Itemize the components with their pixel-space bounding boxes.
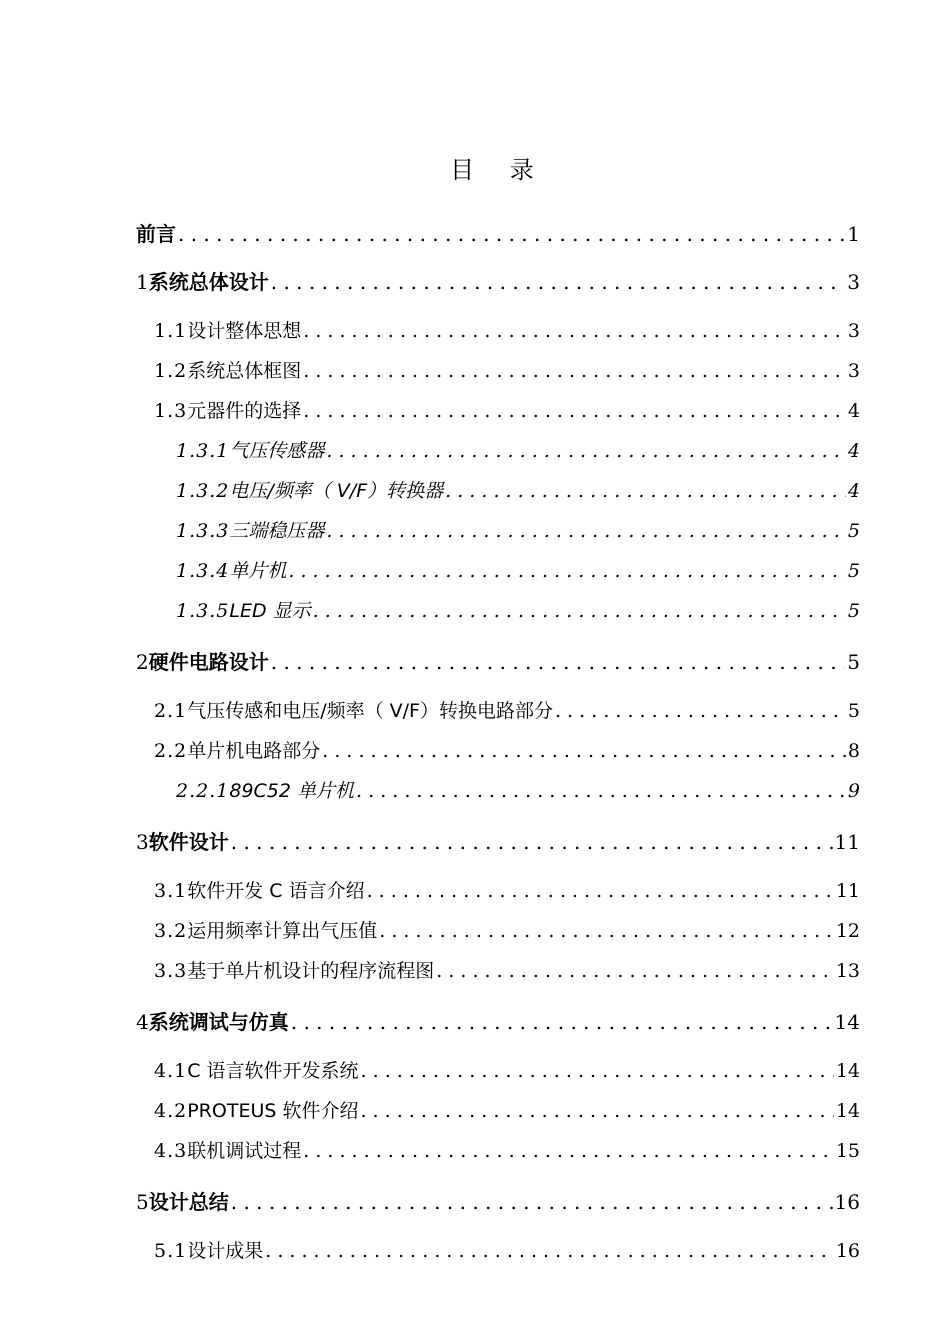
toc-entry-number: 1.3.5: [176, 600, 230, 622]
toc-entry-section-4-2[interactable]: [154, 1096, 860, 1123]
toc-entry-number: 5: [136, 1190, 149, 1214]
toc-page-number: 8: [847, 740, 860, 762]
toc-leader-dots: [178, 222, 845, 246]
toc-page-number: 14: [834, 1010, 860, 1034]
toc-entry-number: 3.3: [154, 960, 188, 982]
toc-leader-dots: [231, 830, 833, 854]
toc-leader-dots: [555, 700, 846, 722]
toc-leader-dots: [326, 520, 846, 542]
toc-entry-section-5-1[interactable]: [154, 1236, 860, 1263]
toc-entry-number: 4.3: [154, 1140, 188, 1162]
toc-entry-preface[interactable]: [136, 218, 860, 247]
toc-page-number: 11: [834, 830, 860, 854]
toc-page-number: 4: [847, 440, 860, 462]
toc-entry-text: 系统总体设计: [148, 270, 269, 294]
toc-page-number: 1: [847, 222, 860, 246]
toc-entry-text: 软件开发 C 语言介绍: [187, 880, 365, 902]
toc-page-number: 4: [847, 480, 860, 502]
toc-leader-dots: [436, 960, 834, 982]
toc-leader-dots: [303, 400, 846, 422]
toc-entry-text: 单片机: [229, 560, 287, 582]
toc-page-number: 5: [847, 520, 860, 542]
toc-page-number: 3: [847, 270, 860, 294]
toc-entry-section-3-2[interactable]: [154, 916, 860, 943]
toc-entry-text: 元器件的选择: [187, 400, 302, 422]
toc-page-number: 14: [835, 1060, 860, 1082]
toc-entry-section-2-1[interactable]: [154, 696, 860, 723]
toc-leader-dots: [271, 650, 846, 674]
toc-leader-dots: [322, 740, 846, 762]
toc-entry-number: 2.1: [154, 700, 188, 722]
toc-entry-section-2-2[interactable]: [154, 736, 860, 763]
toc-leader-dots: [445, 480, 846, 502]
toc-entry-section-3-1[interactable]: [154, 876, 860, 903]
toc-leader-dots: [271, 270, 846, 294]
toc-entry-number: 2.2.1: [176, 780, 230, 802]
toc-entry-number: 1: [136, 270, 149, 294]
toc-page-number: 3: [847, 320, 860, 342]
toc-page-number: 12: [835, 920, 860, 942]
toc-entry-text: 基于单片机设计的程序流程图: [187, 960, 435, 982]
toc-entry-text: 气压传感器: [229, 440, 325, 462]
toc-leader-dots: [265, 1240, 834, 1262]
toc-entry-number: 1.3.2: [176, 480, 230, 502]
toc-leader-dots: [303, 320, 846, 342]
toc-entry-text: 89C52 单片机: [229, 780, 355, 802]
toc-leader-dots: [303, 1140, 834, 1162]
toc-leader-dots: [313, 600, 846, 622]
toc-entry-number: 1.3: [154, 400, 188, 422]
toc-entry-text: 系统调试与仿真: [148, 1010, 289, 1034]
toc-entry-text: 硬件电路设计: [148, 650, 269, 674]
toc-entry-number: 5.1: [154, 1240, 188, 1262]
toc-entry-number: 4.2: [154, 1100, 188, 1122]
toc-entry-section-1-3[interactable]: [154, 396, 860, 423]
toc-entry-number: 4.1: [154, 1060, 188, 1082]
toc-page-number: 14: [835, 1100, 860, 1122]
toc-entry-chapter-5[interactable]: [136, 1186, 860, 1215]
toc-entry-text: 三端稳压器: [229, 520, 325, 542]
toc-entry-number: 2: [136, 650, 149, 674]
toc-entry-subsection-1-3-5[interactable]: [176, 596, 860, 623]
toc-entry-number: 1.2: [154, 360, 188, 382]
toc-entry-number: 1.1: [154, 320, 188, 342]
toc-entry-section-1-1[interactable]: [154, 316, 860, 343]
toc-page-number: 5: [847, 560, 860, 582]
toc-entry-number: 1.3.3: [176, 520, 230, 542]
toc-entry-chapter-4[interactable]: [136, 1006, 860, 1035]
toc-entry-chapter-3[interactable]: [136, 826, 860, 855]
toc-page-number: 13: [835, 960, 860, 982]
toc-entry-text: 气压传感和电压/频率（ V/F）转换电路部分: [187, 700, 553, 722]
toc-entry-chapter-2[interactable]: [136, 646, 860, 675]
toc-page-number: 11: [835, 880, 860, 902]
toc-entry-subsection-1-3-2[interactable]: [176, 476, 860, 503]
toc-entry-text: 设计成果: [187, 1240, 264, 1262]
toc-entry-number: 1.3.1: [176, 440, 230, 462]
toc-page-number: 5: [847, 650, 860, 674]
toc-leader-dots: [326, 440, 846, 462]
toc-entry-section-1-2[interactable]: [154, 356, 860, 383]
toc-entry-number: 3: [136, 830, 149, 854]
toc-entry-text: 单片机电路部分: [187, 740, 321, 762]
toc-entry-text: LED 显示: [229, 600, 311, 622]
toc-entry-chapter-1[interactable]: [136, 266, 860, 295]
toc-entry-section-4-3[interactable]: [154, 1136, 860, 1163]
toc-entry-section-3-3[interactable]: [154, 956, 860, 983]
toc-page-number: 3: [847, 360, 860, 382]
toc-leader-dots: [367, 880, 834, 902]
toc-entry-number: 3.1: [154, 880, 188, 902]
toc-entry-subsection-1-3-1[interactable]: [176, 436, 860, 463]
toc-entry-subsection-1-3-3[interactable]: [176, 516, 860, 543]
toc-leader-dots: [288, 560, 846, 582]
toc-page-number: 16: [835, 1240, 860, 1262]
toc-title: 目 录: [450, 156, 548, 184]
toc-leader-dots: [360, 1100, 833, 1122]
toc-entry-text: 系统总体框图: [187, 360, 302, 382]
toc-entry-text: 软件设计: [148, 830, 229, 854]
toc-entry-text: PROTEUS 软件介绍: [187, 1100, 359, 1122]
toc-entry-subsection-2-2-1[interactable]: [176, 776, 860, 803]
toc-entry-text: 设计总结: [148, 1190, 229, 1214]
toc-leader-dots: [231, 1190, 833, 1214]
toc-leader-dots: [379, 920, 834, 942]
toc-entry-text: 联机调试过程: [187, 1140, 302, 1162]
toc-page-number: 4: [847, 400, 860, 422]
toc-page-number: 9: [847, 780, 860, 802]
toc-leader-dots: [361, 1060, 834, 1082]
toc-page-number: 16: [834, 1190, 860, 1214]
toc-entry-number: 1.3.4: [176, 560, 230, 582]
toc-entry-number: 4: [136, 1010, 149, 1034]
toc-page-number: 5: [847, 600, 860, 622]
toc-page-number: 5: [847, 700, 860, 722]
toc-leader-dots: [291, 1010, 833, 1034]
toc-entry-section-4-1[interactable]: [154, 1056, 860, 1083]
toc-leader-dots: [303, 360, 846, 382]
toc-entry-text: 设计整体思想: [187, 320, 302, 342]
toc-leader-dots: [356, 780, 846, 802]
toc-entry-subsection-1-3-4[interactable]: [176, 556, 860, 583]
toc-entry-text: 电压/频率（ V/F）转换器: [229, 480, 444, 502]
toc-entry-text: 前言: [136, 222, 176, 246]
toc-entry-text: 运用频率计算出气压值: [187, 920, 378, 942]
toc-page-number: 15: [835, 1140, 860, 1162]
toc-entry-number: 3.2: [154, 920, 188, 942]
toc-entry-number: 2.2: [154, 740, 188, 762]
toc-entry-text: C 语言软件开发系统: [187, 1060, 359, 1082]
